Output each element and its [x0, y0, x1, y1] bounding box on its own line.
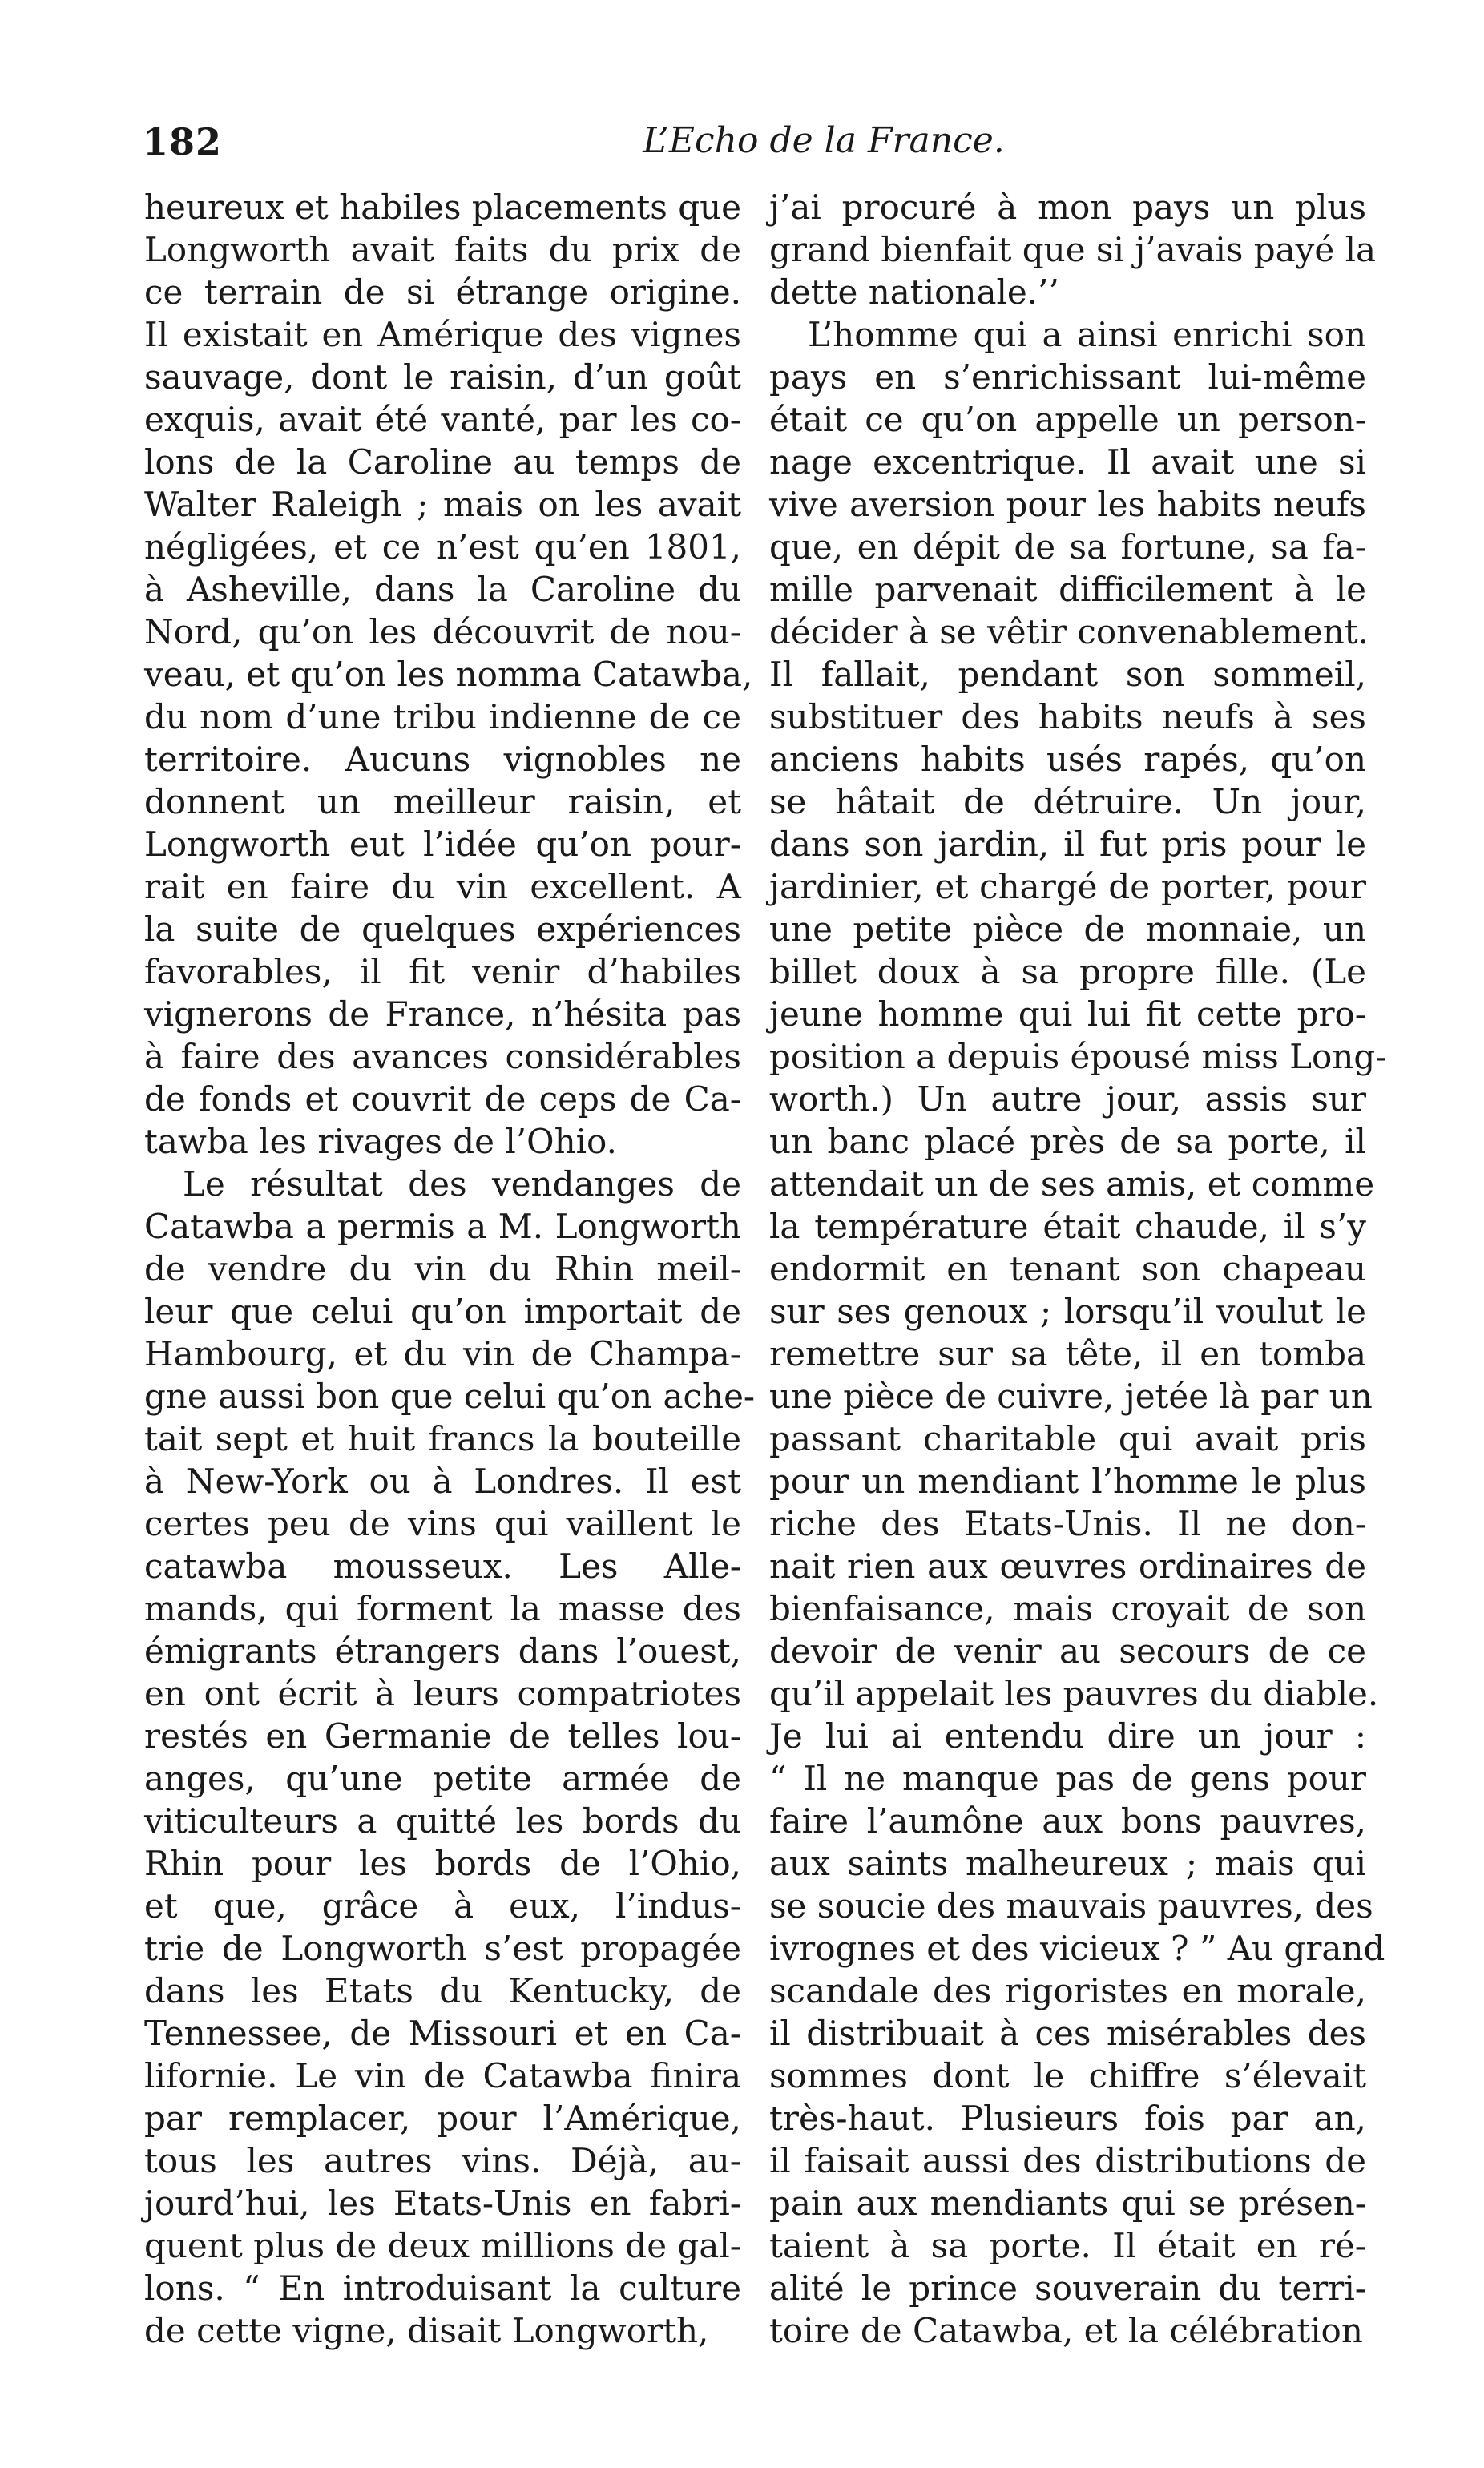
- text-line: était ce qu’on appelle un person-: [769, 400, 1366, 439]
- text-line: j’ai procuré à mon pays un plus: [769, 188, 1366, 227]
- text-line: Walter Raleigh ; mais on les avait: [144, 485, 741, 524]
- right-column: [769, 186, 1387, 2352]
- text-line: mille parvenait difficilement à le: [769, 570, 1366, 609]
- text-line: anciens habits usés rapés, qu’on: [769, 740, 1366, 779]
- text-line: tous les autres vins. Déjà, au-: [144, 2141, 741, 2180]
- text-line: aux saints malheureux ; mais qui: [769, 1844, 1366, 1883]
- text-line: Nord, qu’on les découvrit de nou-: [144, 612, 741, 651]
- page-number: 182: [143, 120, 223, 163]
- text-line: remettre sur sa tête, il en tomba: [769, 1334, 1366, 1373]
- text-line: leur que celui qu’on importait de: [144, 1292, 741, 1331]
- text-line: attendait un de ses amis, et comme: [769, 1164, 1375, 1204]
- text-line: substituer des habits neufs à ses: [769, 697, 1366, 736]
- text-line: vignerons de France, n’hésita pas: [144, 994, 741, 1034]
- text-line: L’homme qui a ainsi enrichi son: [808, 315, 1366, 354]
- text-line: certes peu de vins qui vaillent le: [144, 1504, 741, 1543]
- text-line: worth.) Un autre jour, assis sur: [769, 1079, 1366, 1119]
- text-line: que, en dépit de sa fortune, sa fa-: [769, 527, 1366, 567]
- text-line: trie de Longworth s’est propagée: [144, 1929, 741, 1968]
- text-line: à Asheville, dans la Caroline du: [144, 570, 741, 609]
- text-line: dans son jardin, il fut pris pour le: [769, 825, 1366, 864]
- text-line: du nom d’une tribu indienne de ce: [144, 697, 741, 736]
- text-line: la suite de quelques expériences: [144, 909, 741, 949]
- text-line: et que, grâce à eux, l’indus-: [144, 1886, 741, 1926]
- text-line: ce terrain de si étrange origine.: [144, 272, 741, 312]
- text-line: tait sept et huit francs la bouteille: [144, 1419, 741, 1458]
- text-line: Il fallait, pendant son sommeil,: [769, 655, 1366, 694]
- text-line: restés en Germanie de telles lou-: [144, 1716, 741, 1756]
- text-line: scandale des rigoristes en morale,: [769, 1971, 1366, 2010]
- text-line: vive aversion pour les habits neufs: [769, 485, 1366, 524]
- text-line: pain aux mendiants qui se présen-: [769, 2184, 1366, 2223]
- text-line: lons de la Caroline au temps de: [144, 442, 741, 482]
- text-line: lons. “ En introduisant la culture: [144, 2268, 741, 2308]
- text-line: ivrognes et des vicieux ? ” Au grand: [769, 1929, 1385, 1968]
- text-line: taient à sa porte. Il était en ré-: [769, 2226, 1366, 2265]
- text-line: se hâtait de détruire. Un jour,: [769, 782, 1366, 821]
- text-line: une pièce de cuivre, jetée là par un: [769, 1377, 1373, 1416]
- text-line: il distribuait à ces misérables des: [769, 2014, 1366, 2053]
- text-line: bienfaisance, mais croyait de son: [769, 1589, 1366, 1628]
- text-line: riche des Etats-Unis. Il ne don-: [769, 1504, 1366, 1543]
- text-line: il faisait aussi des distributions de: [769, 2141, 1366, 2180]
- text-line: jourd’hui, les Etats-Unis en fabri-: [144, 2184, 741, 2223]
- text-line: devoir de venir au secours de ce: [769, 1631, 1366, 1671]
- text-line: grand bienfait que si j’avais payé la: [769, 230, 1377, 269]
- text-line: Tennessee, de Missouri et en Ca-: [144, 2014, 741, 2053]
- text-line: endormit en tenant son chapeau: [769, 1249, 1366, 1288]
- text-line: sommes dont le chiffre s’élevait: [769, 2056, 1366, 2095]
- text-line: très-haut. Plusieurs fois par an,: [769, 2099, 1366, 2138]
- text-line: de vendre du vin du Rhin meil-: [144, 1249, 741, 1288]
- text-line: dans les Etats du Kentucky, de: [144, 1971, 741, 2010]
- text-line: émigrants étrangers dans l’ouest,: [144, 1631, 741, 1671]
- journal-title: L’Echo de la France.: [643, 120, 1005, 161]
- text-line: veau, et qu’on les nomma Catawba,: [144, 655, 753, 694]
- text-line: un banc placé près de sa porte, il: [769, 1122, 1366, 1161]
- text-line: viticulteurs a quitté les bords du: [144, 1801, 741, 1841]
- text-line: rait en faire du vin excellent. A: [144, 867, 741, 906]
- text-line: nage excentrique. Il avait une si: [769, 442, 1366, 482]
- text-line: Le résultat des vendanges de: [183, 1164, 741, 1204]
- text-line: position a depuis épousé miss Long-: [769, 1037, 1387, 1076]
- text-line: donnent un meilleur raisin, et: [144, 782, 741, 821]
- text-line: exquis, avait été vanté, par les co-: [144, 400, 741, 439]
- text-line: qu’il appelait les pauvres du diable.: [769, 1674, 1379, 1713]
- left-column: [144, 186, 756, 2352]
- text-line: à New-York ou à Londres. Il est: [144, 1462, 741, 1501]
- text-line: tawba les rivages de l’Ohio.: [144, 1122, 617, 1161]
- text-line: Je lui ai entendu dire un jour :: [769, 1716, 1366, 1756]
- text-line: Hambourg, et du vin de Champa-: [144, 1334, 741, 1373]
- text-line: se soucie des mauvais pauvres, des: [769, 1886, 1373, 1926]
- text-line: la température était chaude, il s’y: [769, 1207, 1366, 1246]
- text-line: quent plus de deux millions de gal-: [144, 2226, 741, 2265]
- text-line: Longworth eut l’idée qu’on pour-: [144, 825, 741, 864]
- text-line: anges, qu’une petite armée de: [144, 1759, 741, 1798]
- text-line: décider à se vêtir convenablement.: [769, 612, 1369, 651]
- text-line: passant charitable qui avait pris: [769, 1419, 1366, 1458]
- text-line: faire l’aumône aux bons pauvres,: [769, 1801, 1366, 1841]
- text-line: lifornie. Le vin de Catawba finira: [144, 2056, 741, 2095]
- running-head: [143, 120, 1361, 168]
- text-line: heureux et habiles placements que: [144, 188, 741, 227]
- text-line: Catawba a permis a M. Longworth: [144, 1207, 741, 1246]
- text-line: toire de Catawba, et la célébration: [769, 2311, 1363, 2350]
- text-line: en ont écrit à leurs compatriotes: [144, 1674, 741, 1713]
- text-line: sauvage, dont le raisin, d’un goût: [144, 357, 741, 397]
- text-line: “ Il ne manque pas de gens pour: [769, 1759, 1366, 1798]
- text-line: Longworth avait faits du prix de: [144, 230, 741, 269]
- text-line: une petite pièce de monnaie, un: [769, 909, 1366, 949]
- text-line: mands, qui forment la masse des: [144, 1589, 741, 1628]
- text-line: négligées, et ce n’est qu’en 1801,: [144, 527, 741, 567]
- text-line: à faire des avances considérables: [144, 1037, 741, 1076]
- text-line: catawba mousseux. Les Alle-: [144, 1547, 741, 1586]
- text-line: de fonds et couvrit de ceps de Ca-: [144, 1079, 741, 1119]
- text-line: pour un mendiant l’homme le plus: [769, 1462, 1366, 1501]
- text-line: territoire. Aucuns vignobles ne: [144, 740, 741, 779]
- text-line: sur ses genoux ; lorsqu’il voulut le: [769, 1292, 1366, 1331]
- text-line: favorables, il fit venir d’habiles: [144, 952, 741, 991]
- text-line: Rhin pour les bords de l’Ohio,: [144, 1844, 741, 1883]
- text-line: par remplacer, pour l’Amérique,: [144, 2099, 741, 2138]
- text-line: dette nationale.’’: [769, 272, 1059, 312]
- text-line: pays en s’enrichissant lui-même: [769, 357, 1366, 397]
- text-line: alité le prince souverain du terri-: [769, 2268, 1366, 2308]
- text-line: Il existait en Amérique des vignes: [144, 315, 741, 354]
- text-line: de cette vigne, disait Longworth,: [144, 2311, 709, 2350]
- text-line: jeune homme qui lui fit cette pro-: [769, 994, 1366, 1034]
- text-line: billet doux à sa propre fille. (Le: [769, 952, 1366, 991]
- text-line: gne aussi bon que celui qu’on ache-: [144, 1377, 756, 1416]
- text-line: jardinier, et chargé de porter, pour: [769, 867, 1366, 906]
- text-line: nait rien aux œuvres ordinaires de: [769, 1547, 1366, 1586]
